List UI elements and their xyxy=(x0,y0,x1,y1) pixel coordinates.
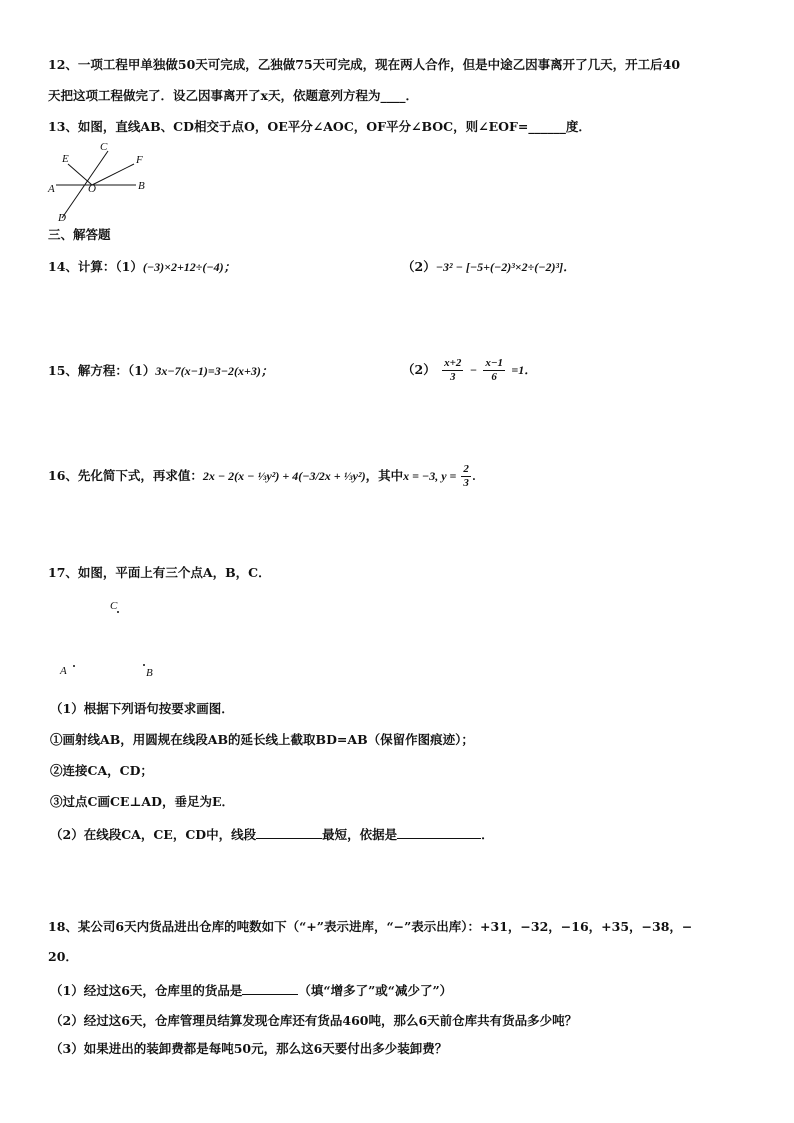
q13-text: 13、如图，直线AB、CD相交于点O，OE平分∠AOC，OF平分∠BOC，则∠EOF=______度． xyxy=(48,119,591,134)
q17-step2: ②连接CA，CD； xyxy=(50,763,153,778)
ray-oe xyxy=(68,164,92,185)
point-c-label: C xyxy=(110,600,118,612)
q17-p2b: 最短，依据是 xyxy=(322,827,398,842)
q18-s1b: （填“增多了”或“减少了”） xyxy=(298,983,453,998)
label-o: O xyxy=(88,183,96,195)
q16-lead: 16、先化简下式，再求值： xyxy=(48,468,203,483)
q15-frac1-den: 3 xyxy=(449,371,456,383)
q16-line: 16、先化简下式，再求值：2x − 2(x − ⅓y²) + 4(−3/2x + ⅓y²)，其中x = −3, y = $\frac{2}{3}$ . xyxy=(48,463,476,489)
q17-text: 17、如图，平面上有三个点A，B，C． xyxy=(48,565,271,580)
q17-p2a: （2）在线段CA，CE，CD中，线段 xyxy=(50,827,257,842)
q18-step3: （3）如果进出的装卸费都是每吨50元，那么这6天要付出多少装卸费？ xyxy=(50,1041,448,1056)
q17-part1: （1）根据下列语句按要求画图． xyxy=(50,701,234,716)
q18-step2: （2）经过这6天，仓库管理员结算发现仓库还有货品460吨，那么6天前仓库共有货品多少吨？ xyxy=(50,1013,578,1028)
q15-frac1 xyxy=(442,357,463,384)
q15-frac1-num: x+2 xyxy=(444,357,462,369)
label-b: B xyxy=(138,180,145,192)
q14-expr1: (−3)×2+12÷(−4)； xyxy=(142,260,236,274)
label-f: F xyxy=(136,154,143,166)
q17-p2c: ． xyxy=(481,827,494,842)
point-c-dot xyxy=(117,611,119,613)
q18-step1 xyxy=(50,981,452,1000)
q17-part2 xyxy=(50,825,494,844)
q14-part2 xyxy=(402,258,575,276)
q15-lead xyxy=(48,362,273,380)
q17-step3: ③过点C画CE⊥AD，垂足为E． xyxy=(50,794,234,809)
point-b-dot xyxy=(143,664,145,666)
ray-of xyxy=(92,164,134,185)
q18-line1: 18、某公司6天内货品进出仓库的吨数如下（“+”表示进库，“−”表示出库）：+31，−32，−16，+35，−38，− xyxy=(48,919,693,934)
q17-step1: ①画射线AB，用圆规在线段AB的延长线上截取BD=AB（保留作图痕迹）； xyxy=(50,732,474,747)
q15-rhs: =1． xyxy=(511,363,537,377)
label-c: C xyxy=(100,141,108,153)
q15-lead-text: 15、解方程：（1） xyxy=(48,363,156,378)
q16-where: ，其中 xyxy=(365,468,404,483)
q14-part2-label: （2） xyxy=(402,259,436,274)
point-b-label: B xyxy=(146,667,153,679)
q18-s1a: （1）经过这6天，仓库里的货品是 xyxy=(50,983,243,998)
q18-line2: 20． xyxy=(48,949,78,964)
q18-blank[interactable] xyxy=(242,981,298,995)
q15-part2-label: （2） xyxy=(402,362,436,377)
q15-frac2 xyxy=(483,357,505,384)
q14-expr2: −3² − [−5+(−2)³×2÷(−2)³]． xyxy=(435,260,576,274)
q16-cond: x = −3, y = xyxy=(403,469,460,483)
q16-expr: 2x − 2(x − ⅓y²) + 4(−3/2x + ⅓y²) xyxy=(202,469,366,483)
q15-frac2-den: 6 xyxy=(491,371,497,383)
q15-part2: （2） $\frac{x+2}{3}$ − $\frac{x-1}{6}$ =1． xyxy=(402,357,537,383)
q14-lead-text: 14、计算：（1） xyxy=(48,259,143,274)
q17-blank-reason[interactable] xyxy=(397,825,481,839)
section-heading: 三、解答题 xyxy=(48,227,111,242)
label-a: A xyxy=(48,183,55,195)
point-a-label: A xyxy=(60,665,67,677)
q14-lead xyxy=(48,258,236,276)
q16-y-den: 3 xyxy=(463,477,469,489)
q17-blank-segment[interactable] xyxy=(256,825,322,839)
q12-line2: 天把这项工程做完了．设乙因事离开了x天，依题意列方程为____． xyxy=(48,88,418,103)
q16-y-frac xyxy=(461,463,471,490)
q15-frac2-num: x−1 xyxy=(485,357,504,369)
q15-expr1: 3x−7(x−1)=3−2(x+3)； xyxy=(155,364,273,378)
q16-y-num: 2 xyxy=(463,463,469,475)
q12-line1: 12、一项工程甲单独做50天可完成，乙独做75天可完成，现在两人合作，但是中途乙因事离开了几天，开工后40 xyxy=(48,57,681,72)
label-e: E xyxy=(62,153,69,165)
label-d: D xyxy=(58,212,66,224)
point-a-dot xyxy=(73,665,75,667)
